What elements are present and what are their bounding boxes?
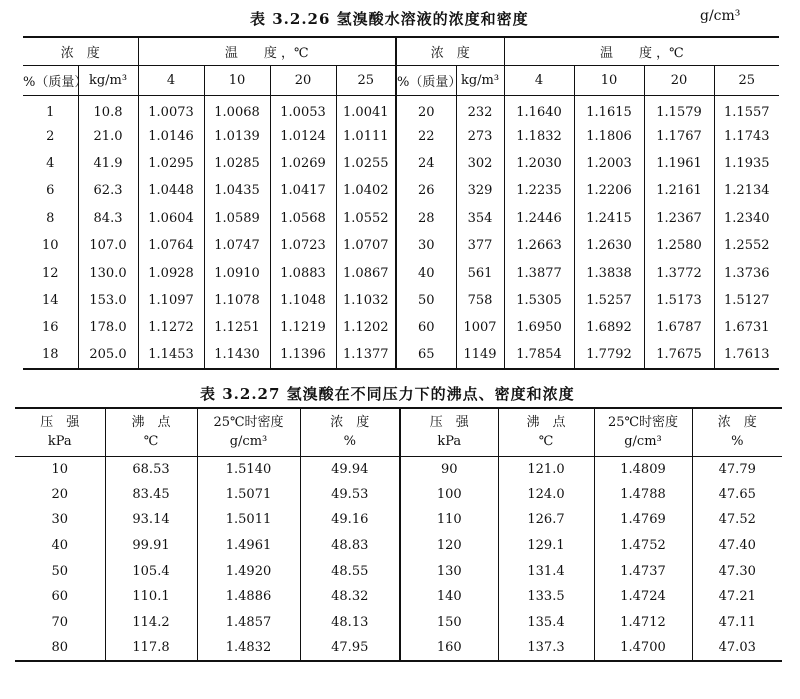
table-cell: 1.0867 — [336, 259, 396, 286]
table-cell: 1.0146 — [138, 122, 204, 149]
table-cell: 1.0928 — [138, 259, 204, 286]
table-cell: 1.5257 — [574, 287, 644, 314]
table1-header-temp: 10 — [204, 65, 270, 95]
table-cell: 1.0589 — [204, 205, 270, 232]
table-cell: 20 — [396, 95, 456, 122]
table-cell: 1.4809 — [594, 456, 692, 482]
table-cell: 1.4769 — [594, 507, 692, 533]
table-cell: 105.4 — [105, 558, 197, 584]
table2-unit-conc: % — [300, 432, 400, 456]
table-cell: 1.0552 — [336, 205, 396, 232]
table-cell: 140 — [400, 584, 498, 610]
table-row — [23, 232, 779, 259]
table-cell: 50 — [396, 287, 456, 314]
table-cell: 1.5140 — [197, 456, 300, 482]
table2-unit-boiling: ℃ — [498, 432, 594, 456]
table1-title: 表 3.2.26 氢溴酸水溶液的浓度和密度 — [250, 10, 529, 28]
table1-header-pct-mass: %（质量） — [23, 65, 78, 95]
table2-header-density: 25℃时密度 — [594, 408, 692, 432]
table-row — [15, 635, 782, 661]
table-cell: 205.0 — [78, 342, 138, 369]
table-cell: 60 — [51, 589, 69, 605]
table-cell: 1.0139 — [204, 122, 270, 149]
table-cell: 47.30 — [692, 558, 782, 584]
table-cell: 1.1557 — [714, 95, 779, 122]
table-cell: 1.4788 — [594, 482, 692, 508]
table-cell: 28 — [396, 205, 456, 232]
table-cell: 1007 — [456, 314, 504, 341]
table1-header-temp: 10 — [574, 65, 644, 95]
table-cell: 48.55 — [300, 558, 400, 584]
table1-header-temp: 20 — [644, 65, 714, 95]
table-cell: 1.0568 — [270, 205, 336, 232]
table-cell: 40 — [51, 538, 69, 554]
table-cell: 1.2134 — [714, 177, 779, 204]
table-row — [23, 342, 779, 369]
table-cell: 1.4724 — [594, 584, 692, 610]
table1-header-temp: 20 — [270, 65, 336, 95]
table-cell: 30 — [396, 232, 456, 259]
table2-body — [15, 456, 782, 661]
table-cell: 1.1219 — [270, 314, 336, 341]
table-cell: 561 — [456, 259, 504, 286]
table-cell: 1.0124 — [270, 122, 336, 149]
table-cell: 1.7854 — [504, 342, 574, 369]
table-cell: 354 — [456, 205, 504, 232]
table1-header-pct-mass: %（质量） — [396, 65, 456, 95]
table-cell: 62.3 — [78, 177, 138, 204]
table-cell: 48.13 — [300, 610, 400, 636]
table-cell: 131.4 — [498, 558, 594, 584]
table-cell: 1.4712 — [594, 610, 692, 636]
table-cell: 1.1272 — [138, 314, 204, 341]
table-cell: 1.5011 — [197, 507, 300, 533]
table-cell: 49.53 — [300, 482, 400, 508]
table-cell: 93.14 — [105, 507, 197, 533]
table-cell: 1.1806 — [574, 122, 644, 149]
table-cell: 120 — [400, 533, 498, 559]
table-cell: 1.0604 — [138, 205, 204, 232]
table-cell: 10 — [41, 238, 59, 254]
table-cell: 1.0285 — [204, 150, 270, 177]
table-cell: 1.2206 — [574, 177, 644, 204]
table-cell: 1.4752 — [594, 533, 692, 559]
table1-header-row — [23, 37, 779, 65]
table-cell: 21.0 — [78, 122, 138, 149]
table2-title: 表 3.2.27 氢溴酸在不同压力下的沸点、密度和浓度 — [200, 385, 575, 403]
table-cell: 1.1251 — [204, 314, 270, 341]
table-cell: 1.0111 — [336, 122, 396, 149]
table-cell: 47.03 — [692, 635, 782, 661]
table-cell: 1.2367 — [644, 205, 714, 232]
table-cell: 1.1097 — [138, 287, 204, 314]
table-cell: 130 — [400, 558, 498, 584]
table-cell: 48.83 — [300, 533, 400, 559]
table-row — [15, 610, 782, 636]
table2-unit-pressure: kPa — [15, 432, 105, 456]
table-cell: 1.2030 — [504, 150, 574, 177]
table-cell: 1.5305 — [504, 287, 574, 314]
table-cell: 1.1032 — [336, 287, 396, 314]
table-cell: 1.6731 — [714, 314, 779, 341]
table-cell: 1.2161 — [644, 177, 714, 204]
table2-header-row — [15, 408, 782, 432]
table-row — [23, 259, 779, 286]
table-cell: 83.45 — [105, 482, 197, 508]
table-cell: 1.7613 — [714, 342, 779, 369]
table-cell: 1.1430 — [204, 342, 270, 369]
table-cell: 117.8 — [105, 635, 197, 661]
table-cell: 20 — [51, 486, 69, 502]
table-cell: 1.0747 — [204, 232, 270, 259]
table-cell: 47.65 — [692, 482, 782, 508]
table2-unit-boiling: ℃ — [105, 432, 197, 456]
table-cell: 40 — [396, 259, 456, 286]
table1-header-temperature: 温 度 ，℃ — [138, 37, 396, 65]
table-cell: 1.0073 — [138, 95, 204, 122]
table-cell: 114.2 — [105, 610, 197, 636]
table2-unit-row — [15, 432, 782, 456]
table-cell: 68.53 — [105, 456, 197, 482]
table-cell: 22 — [396, 122, 456, 149]
table1-header-temperature: 温 度 ，℃ — [504, 37, 779, 65]
table-cell: 153.0 — [78, 287, 138, 314]
table-cell: 30 — [51, 512, 69, 528]
table-cell: 302 — [456, 150, 504, 177]
table-cell: 8 — [46, 210, 55, 226]
table2-unit-conc: % — [692, 432, 782, 456]
table-cell: 1.3838 — [574, 259, 644, 286]
table-cell: 1.0723 — [270, 232, 336, 259]
table-cell: 1.0402 — [336, 177, 396, 204]
table-cell: 110 — [400, 507, 498, 533]
table-cell: 129.1 — [498, 533, 594, 559]
table-cell: 49.94 — [300, 456, 400, 482]
table-cell: 1.0269 — [270, 150, 336, 177]
table-cell: 1.2235 — [504, 177, 574, 204]
table-cell: 24 — [396, 150, 456, 177]
table-cell: 126.7 — [498, 507, 594, 533]
table-cell: 1.0435 — [204, 177, 270, 204]
table-cell: 110.1 — [105, 584, 197, 610]
table-cell: 1.4920 — [197, 558, 300, 584]
table-row — [15, 533, 782, 559]
table-cell: 49.16 — [300, 507, 400, 533]
table-cell: 135.4 — [498, 610, 594, 636]
table-cell: 1.1615 — [574, 95, 644, 122]
table-cell: 1.0883 — [270, 259, 336, 286]
table-cell: 1.0295 — [138, 150, 204, 177]
table-cell: 1.0068 — [204, 95, 270, 122]
table-cell: 273 — [456, 122, 504, 149]
table-cell: 1.1202 — [336, 314, 396, 341]
table-cell: 1.1579 — [644, 95, 714, 122]
table1-header-temp: 25 — [714, 65, 779, 95]
table-cell: 1.1743 — [714, 122, 779, 149]
table-cell: 1.6787 — [644, 314, 714, 341]
table-cell: 1.0041 — [336, 95, 396, 122]
table-cell: 130.0 — [78, 259, 138, 286]
table-cell: 1.0417 — [270, 177, 336, 204]
table-row — [15, 482, 782, 508]
table-row — [23, 287, 779, 314]
table-cell: 47.52 — [692, 507, 782, 533]
table-cell: 137.3 — [498, 635, 594, 661]
table-cell: 1.1396 — [270, 342, 336, 369]
hbr-boiling-point-table — [15, 407, 782, 662]
table-cell: 6 — [46, 183, 55, 199]
table-cell: 41.9 — [78, 150, 138, 177]
table-cell: 1.4886 — [197, 584, 300, 610]
table-cell: 1.5071 — [197, 482, 300, 508]
table2-unit-pressure: kPa — [400, 432, 498, 456]
table-cell: 1.0255 — [336, 150, 396, 177]
table-cell: 47.95 — [300, 635, 400, 661]
table-cell: 2 — [46, 128, 55, 144]
table-cell: 1.2630 — [574, 232, 644, 259]
table-row — [23, 177, 779, 204]
table-row — [15, 558, 782, 584]
table-cell: 1.4832 — [197, 635, 300, 661]
table-row — [23, 150, 779, 177]
table-cell: 107.0 — [78, 232, 138, 259]
table-cell: 16 — [41, 320, 59, 336]
table1-header-concentration: 浓 度 — [396, 37, 504, 65]
table-cell: 1.7792 — [574, 342, 644, 369]
table-cell: 80 — [51, 639, 69, 655]
table2-header-conc: 浓 度 — [300, 408, 400, 432]
table-cell: 121.0 — [498, 456, 594, 482]
table-cell: 133.5 — [498, 584, 594, 610]
table-cell: 1.4700 — [594, 635, 692, 661]
table-cell: 100 — [400, 482, 498, 508]
table-cell: 70 — [51, 614, 69, 630]
table-cell: 12 — [41, 265, 59, 281]
table-cell: 10.8 — [78, 95, 138, 122]
table-cell: 1149 — [456, 342, 504, 369]
table2-unit-density: g/cm³ — [197, 432, 300, 456]
table2-header-pressure: 压 强 — [400, 408, 498, 432]
table-row — [23, 95, 779, 122]
table-cell: 14 — [41, 292, 59, 308]
table-cell: 1.4737 — [594, 558, 692, 584]
table1-header-kgm3: kg/m³ — [78, 65, 138, 95]
table1-header-temp: 4 — [138, 65, 204, 95]
table-row — [23, 205, 779, 232]
table-cell: 329 — [456, 177, 504, 204]
table-row — [23, 122, 779, 149]
table-cell: 1.0764 — [138, 232, 204, 259]
table-row — [23, 314, 779, 341]
table2-unit-density: g/cm³ — [594, 432, 692, 456]
table-cell: 1.5127 — [714, 287, 779, 314]
table-cell: 1.2552 — [714, 232, 779, 259]
table-cell: 1.2663 — [504, 232, 574, 259]
table-cell: 1.1640 — [504, 95, 574, 122]
table-cell: 1.6950 — [504, 314, 574, 341]
table-cell: 1.2415 — [574, 205, 644, 232]
table1-header-concentration: 浓 度 — [23, 37, 138, 65]
table-cell: 1.4857 — [197, 610, 300, 636]
table-cell: 90 — [400, 456, 498, 482]
table-cell: 65 — [396, 342, 456, 369]
table-cell: 160 — [400, 635, 498, 661]
table-cell: 178.0 — [78, 314, 138, 341]
table-cell: 1 — [46, 105, 55, 121]
table-cell: 1.0053 — [270, 95, 336, 122]
table2-header-boiling: 沸 点 — [498, 408, 594, 432]
table-cell: 1.1048 — [270, 287, 336, 314]
table2-header-pressure: 压 强 — [40, 415, 80, 430]
table-cell: 232 — [456, 95, 504, 122]
table-cell: 18 — [41, 347, 59, 363]
table-cell: 84.3 — [78, 205, 138, 232]
table-cell: 758 — [456, 287, 504, 314]
table-row — [15, 507, 782, 533]
table1-header-kgm3: kg/m³ — [456, 65, 504, 95]
table-cell: 1.1935 — [714, 150, 779, 177]
table-cell: 1.1767 — [644, 122, 714, 149]
table-cell: 1.1453 — [138, 342, 204, 369]
table2-header-density: 25℃时密度 — [197, 408, 300, 432]
table-cell: 50 — [51, 563, 69, 579]
table1-body — [23, 95, 779, 369]
table-cell: 4 — [46, 155, 55, 171]
table-cell: 1.1078 — [204, 287, 270, 314]
table1-subheader-row — [23, 65, 779, 95]
table-cell: 1.1961 — [644, 150, 714, 177]
table-cell: 60 — [396, 314, 456, 341]
table-cell: 1.6892 — [574, 314, 644, 341]
table-cell: 47.79 — [692, 456, 782, 482]
table-cell: 1.5173 — [644, 287, 714, 314]
table1-header-temp: 25 — [336, 65, 396, 95]
table-cell: 1.4961 — [197, 533, 300, 559]
table1-header-temp: 4 — [504, 65, 574, 95]
table-cell: 124.0 — [498, 482, 594, 508]
table-cell: 1.7675 — [644, 342, 714, 369]
table1-unit: g/cm³ — [700, 8, 741, 24]
table-cell: 47.11 — [692, 610, 782, 636]
table-cell: 26 — [396, 177, 456, 204]
table-cell: 1.0910 — [204, 259, 270, 286]
table-cell: 150 — [400, 610, 498, 636]
table-cell: 1.2446 — [504, 205, 574, 232]
table-row — [15, 584, 782, 610]
table2-header-boiling: 沸 点 — [105, 408, 197, 432]
hbr-concentration-density-table — [23, 36, 779, 370]
table-cell: 1.3772 — [644, 259, 714, 286]
table-cell: 10 — [51, 461, 69, 477]
table-cell: 377 — [456, 232, 504, 259]
table-cell: 1.3736 — [714, 259, 779, 286]
table1-title-bar — [0, 8, 800, 30]
table-cell: 1.0448 — [138, 177, 204, 204]
table-cell: 99.91 — [105, 533, 197, 559]
table-cell: 47.40 — [692, 533, 782, 559]
table-cell: 1.2003 — [574, 150, 644, 177]
table-cell: 47.21 — [692, 584, 782, 610]
table-row — [15, 456, 782, 482]
table-cell: 48.32 — [300, 584, 400, 610]
table-cell: 1.2580 — [644, 232, 714, 259]
table2-header-conc: 浓 度 — [692, 408, 782, 432]
table-cell: 1.0707 — [336, 232, 396, 259]
table-cell: 1.1377 — [336, 342, 396, 369]
table-cell: 1.2340 — [714, 205, 779, 232]
table-cell: 1.3877 — [504, 259, 574, 286]
table-cell: 1.1832 — [504, 122, 574, 149]
